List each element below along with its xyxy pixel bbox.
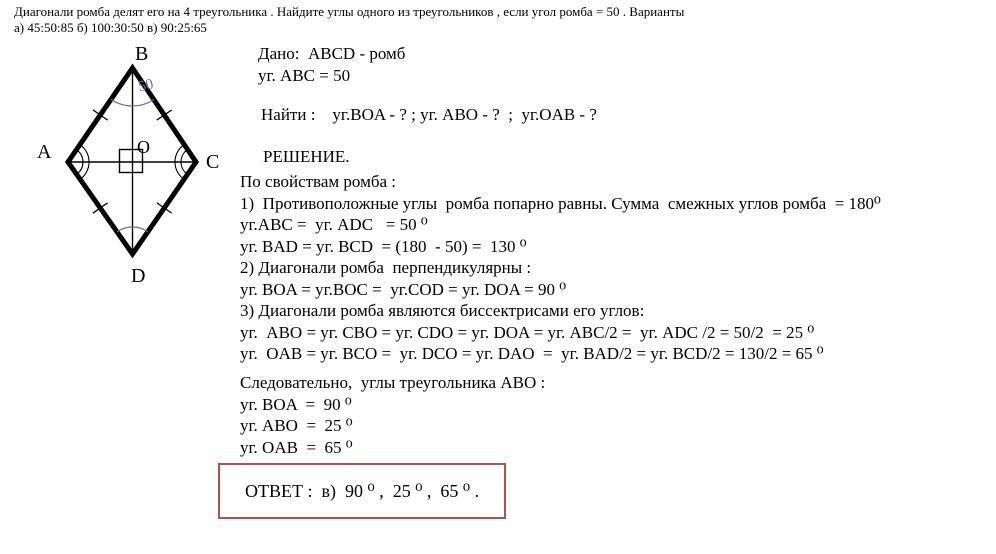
solution-step: уг. ABO = уг. CBO = уг. CDO = уг. DOA = уг. ABC/2 = уг. ADC /2 = 50/2 = 25 ⁰ — [240, 322, 815, 342]
problem-statement-line1: Диагонали ромба делят его на 4 треугольника . Найдите углы одного из треугольников , если угол ромба = 50 . Варианты — [14, 4, 685, 19]
conclusion-line: уг. ABO = 25 ⁰ — [240, 416, 353, 435]
given-line2: уг. ABC = 50 — [258, 66, 351, 85]
conclusion-line: уг. BOA = 90 ⁰ — [240, 394, 352, 414]
angle-value-label: 50 — [136, 76, 156, 96]
solution-step: 3) Диагонали ромба являются биссектрисами его углов: — [240, 301, 645, 320]
answer-box — [218, 463, 506, 519]
solution-step: По свойствам ромба : — [240, 172, 397, 191]
solution-title: РЕШЕНИЕ. — [263, 147, 350, 166]
solution-step: уг. BOA = уг.BOC = уг.COD = уг. DOA = 90 ⁰ — [240, 279, 567, 299]
solution-step: 1) Противоположные углы ромба попарно равны. Сумма смежных углов ромба = 180⁰ — [240, 193, 881, 213]
conclusion-line: уг. OAB = 65 ⁰ — [240, 437, 353, 457]
vertex-label-c: C — [206, 151, 220, 173]
center-label-o: O — [137, 137, 150, 157]
problem-statement-line2: а) 45:50:85 б) 100:30:50 в) 90:25:65 — [14, 20, 207, 35]
conclusion-block — [240, 372, 545, 458]
conclusion-line: Следовательно, углы треугольника ABO : — [240, 373, 546, 392]
answer-text: ОТВЕТ : в) 90 ⁰ , 25 ⁰ , 65 ⁰ . — [245, 480, 480, 501]
solution-steps — [240, 171, 881, 365]
vertex-label-d: D — [131, 265, 146, 287]
solution-step: уг. BAD = уг. BCD = (180 - 50) = 130 ⁰ — [240, 236, 527, 256]
vertex-label-b: B — [135, 43, 149, 65]
rhombus-figure — [0, 0, 240, 300]
find-line: Найти : уг.BOA - ? ; уг. ABO - ? ; уг.OAB - ? — [261, 105, 597, 124]
solution-step: уг. OAB = уг. BCO = уг. DCO = уг. DAO = уг. BAD/2 = уг. BCD/2 = 130/2 = 65 ⁰ — [240, 344, 824, 363]
solution-step: уг.ABC = уг. ADC = 50 ⁰ — [240, 215, 428, 234]
vertex-label-a: A — [37, 141, 52, 163]
given-line1: Дано: ABCD - ромб — [258, 44, 406, 63]
solution-step: 2) Диагонали ромба перпендикулярны : — [240, 258, 532, 277]
